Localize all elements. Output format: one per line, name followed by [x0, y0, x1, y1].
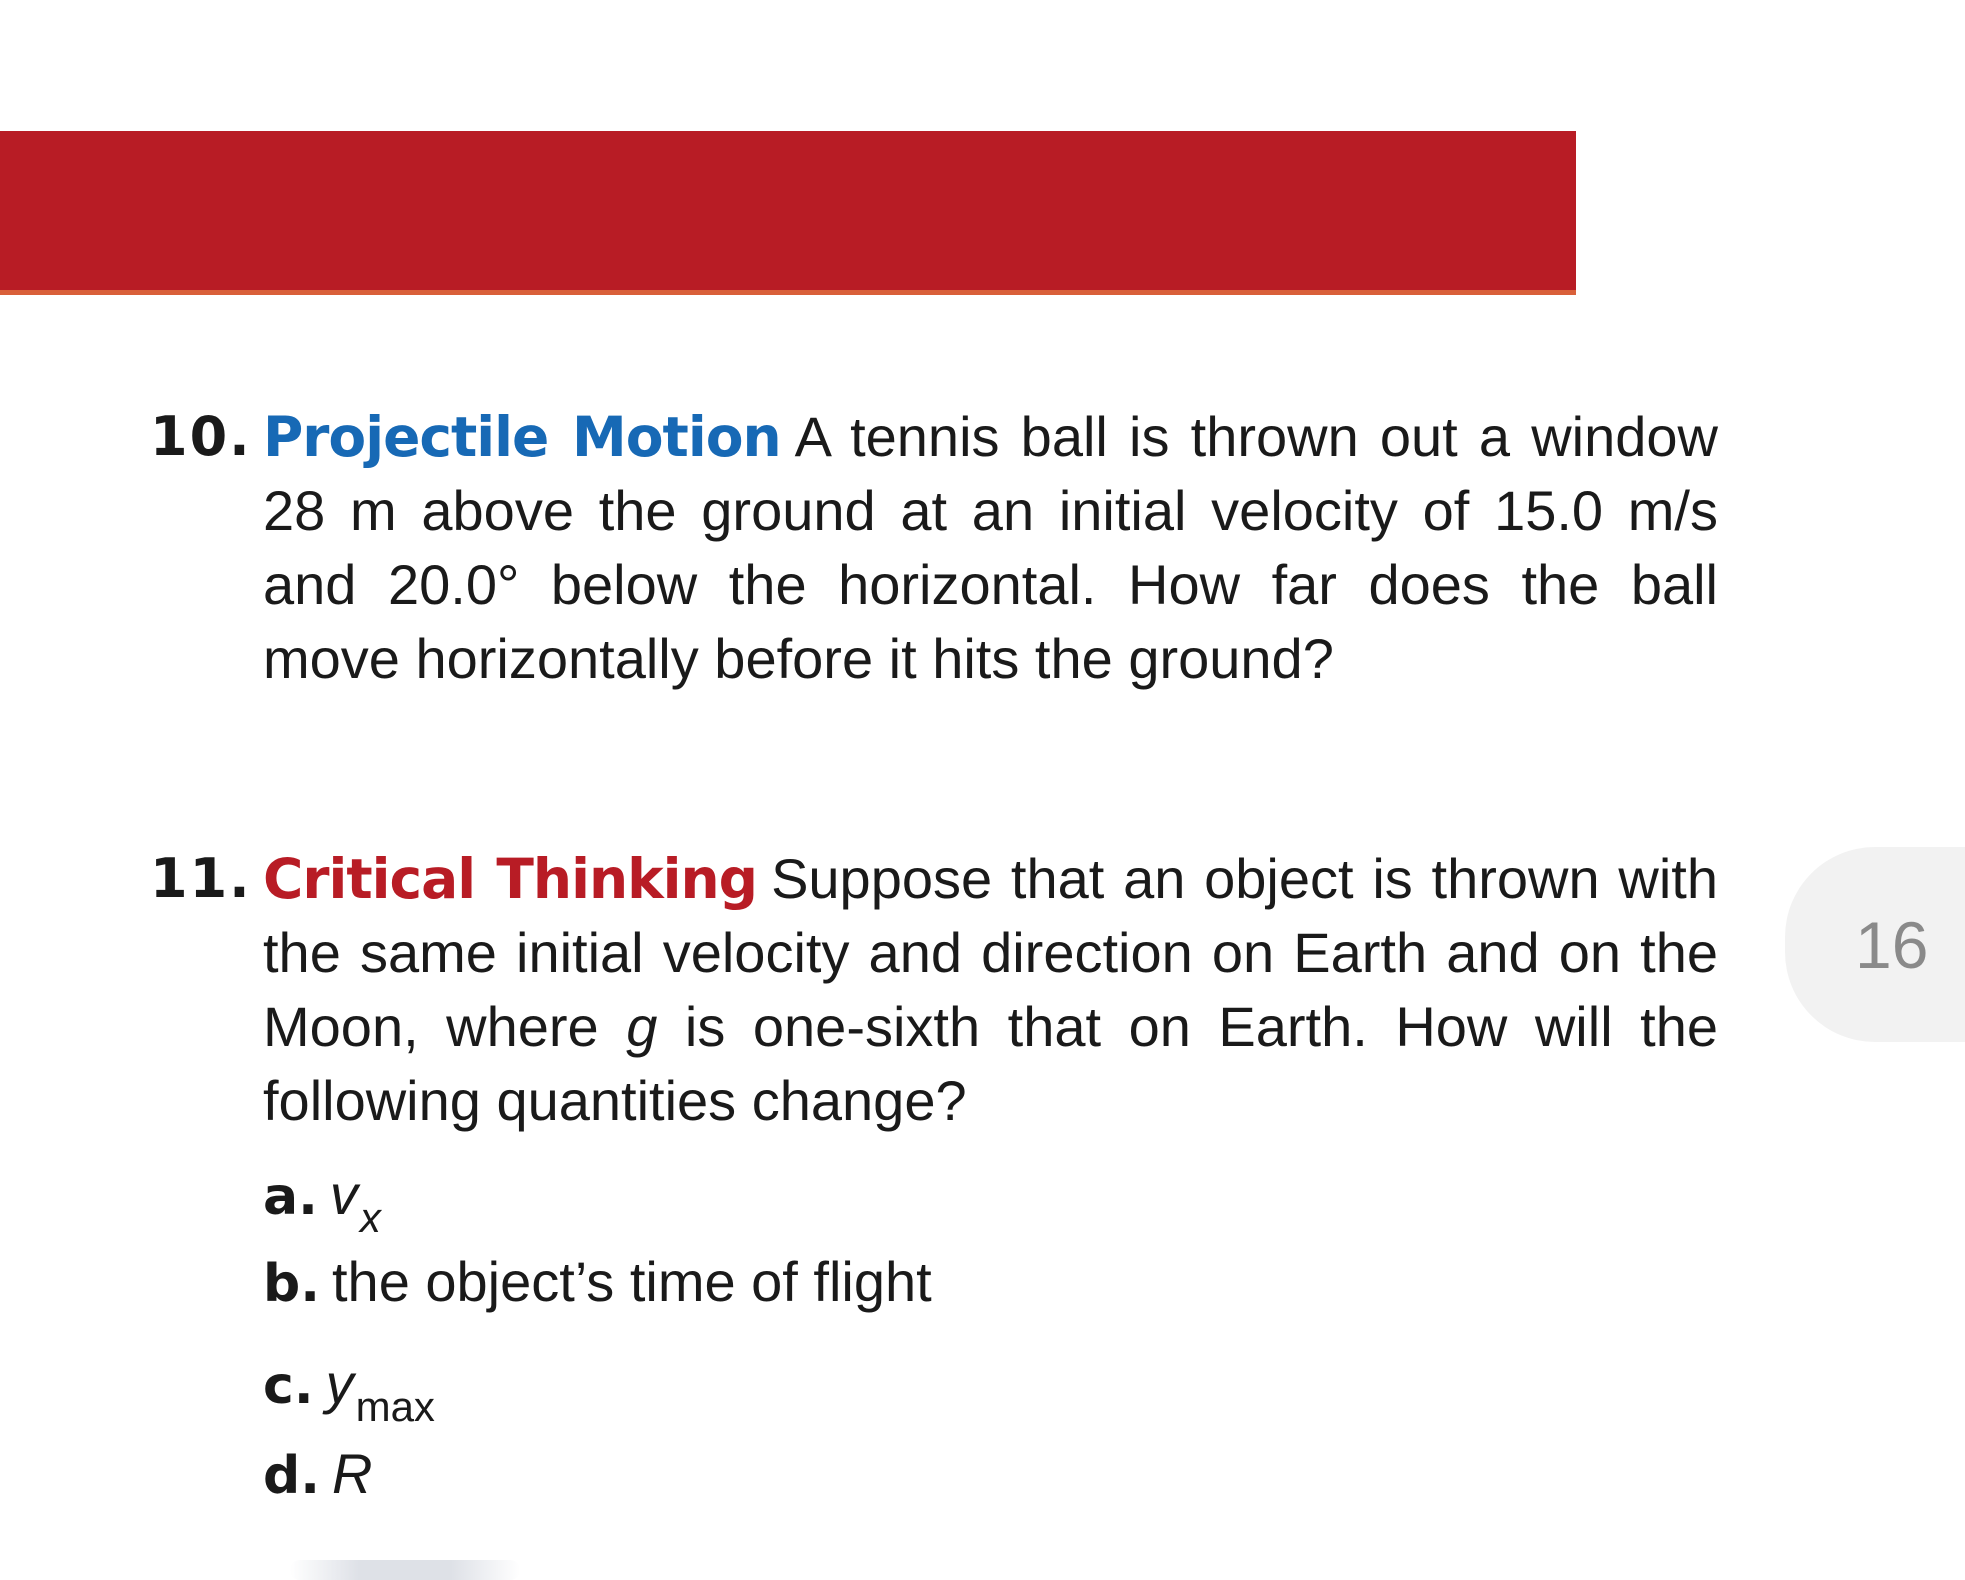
question-title: Projectile Motion — [263, 405, 781, 469]
subquestion-label: c. — [263, 1356, 314, 1416]
question-number: 11. — [150, 847, 252, 910]
page-number: 16 — [1855, 908, 1929, 982]
gravity-symbol: g — [626, 995, 658, 1058]
subquestion-d — [263, 1437, 372, 1513]
subquestion-c — [263, 1347, 435, 1430]
question-text: Suppose that an object is thrown with the same initial velocity and direction on Earth and on the Moon, where — [263, 847, 1718, 1058]
subquestion-text: the object’s time of flight — [331, 1250, 932, 1313]
question-number: 10. — [150, 405, 252, 468]
subscript: max — [355, 1383, 435, 1430]
header-banner — [0, 131, 1576, 295]
subquestion-a — [263, 1158, 381, 1241]
page-smudge — [290, 1560, 520, 1580]
question-text-continued: is one-sixth that on Earth. How will the following quantities change? — [263, 995, 1719, 1132]
subscript: x — [359, 1194, 381, 1241]
subquestion-b — [263, 1245, 932, 1321]
subquestion-label: a. — [263, 1167, 318, 1227]
height-symbol: y — [325, 1352, 354, 1415]
question-text: A tennis ball is thrown out a window 28 m above the ground at an initial velocity of 15.0 m/s and 20.0° below the horizontal. How far does the ball move horizontally before it hits the ground? — [263, 405, 1718, 690]
question-body — [263, 400, 1718, 696]
subquestion-label: d. — [263, 1446, 320, 1506]
question-title: Critical Thinking — [263, 847, 758, 911]
velocity-symbol: v — [329, 1163, 358, 1226]
question-body — [263, 842, 1718, 1138]
range-symbol: R — [331, 1442, 373, 1505]
subquestion-label: b. — [263, 1254, 320, 1314]
